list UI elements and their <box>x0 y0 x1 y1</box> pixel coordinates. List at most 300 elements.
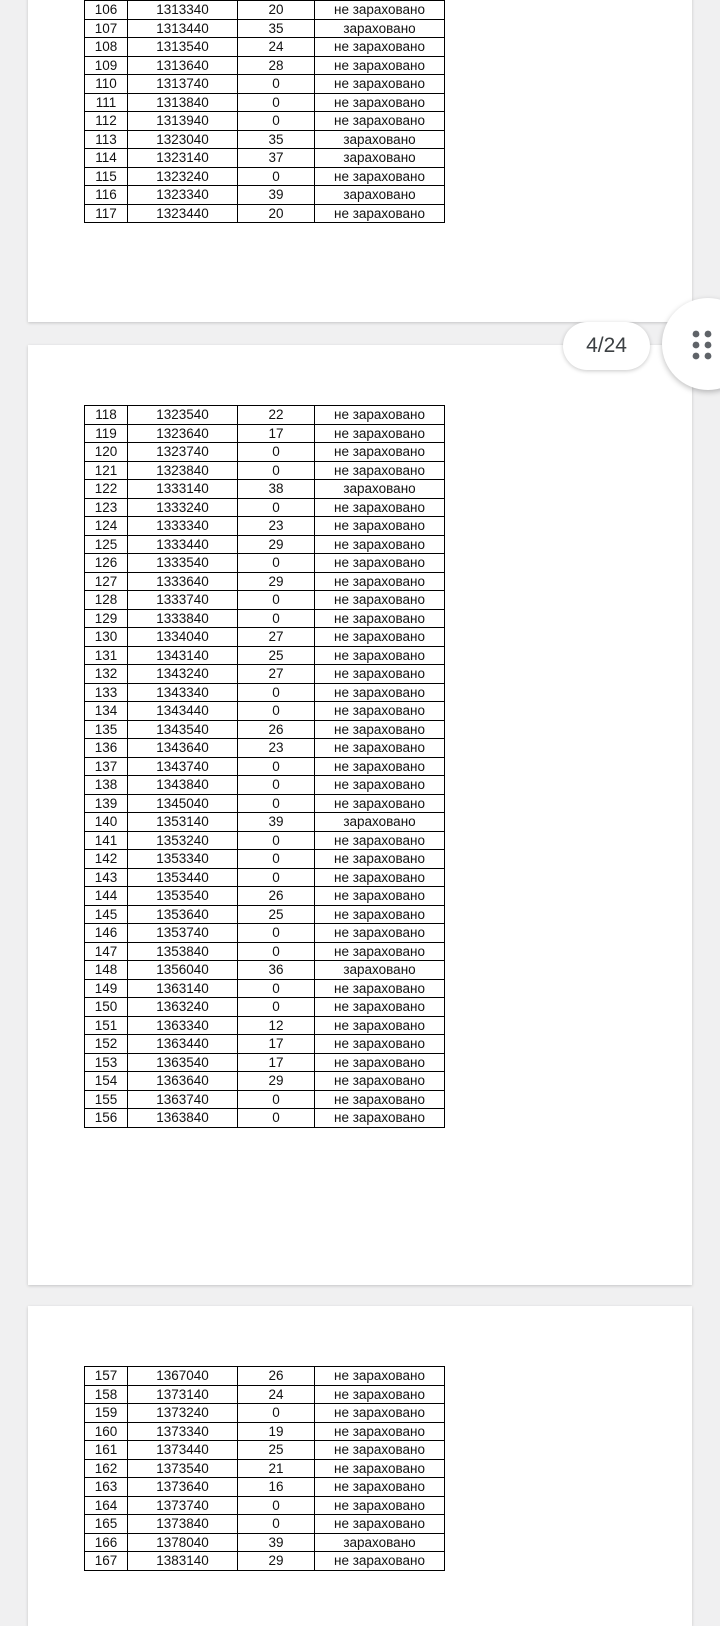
status-cell: не зараховано <box>315 609 445 628</box>
student-code-cell: 1363440 <box>128 1035 238 1054</box>
row-number-cell: 144 <box>85 887 128 906</box>
score-cell: 0 <box>238 1109 315 1128</box>
table-row <box>85 130 445 149</box>
table-row <box>85 1 445 20</box>
student-code-cell: 1313640 <box>128 56 238 75</box>
score-cell: 35 <box>238 19 315 38</box>
status-cell: не зараховано <box>315 591 445 610</box>
score-cell: 17 <box>238 424 315 443</box>
status-cell: не зараховано <box>315 56 445 75</box>
table-row <box>85 204 445 223</box>
status-cell: не зараховано <box>315 665 445 684</box>
status-cell: не зараховано <box>315 75 445 94</box>
status-cell: не зараховано <box>315 1441 445 1460</box>
student-code-cell: 1363840 <box>128 1109 238 1128</box>
student-code-cell: 1313440 <box>128 19 238 38</box>
status-cell: не зараховано <box>315 1496 445 1515</box>
row-number-cell: 146 <box>85 924 128 943</box>
student-code-cell: 1373340 <box>128 1422 238 1441</box>
score-cell: 25 <box>238 905 315 924</box>
score-cell: 20 <box>238 1 315 20</box>
status-cell: зараховано <box>315 186 445 205</box>
student-code-cell: 1313940 <box>128 112 238 131</box>
status-cell: не зараховано <box>315 204 445 223</box>
status-cell: не зараховано <box>315 905 445 924</box>
score-cell: 0 <box>238 831 315 850</box>
table-row <box>85 665 445 684</box>
student-code-cell: 1373140 <box>128 1385 238 1404</box>
score-cell: 0 <box>238 942 315 961</box>
table-row <box>85 1441 445 1460</box>
status-cell: зараховано <box>315 149 445 168</box>
table-row <box>85 19 445 38</box>
status-cell: не зараховано <box>315 1552 445 1571</box>
table-row <box>85 498 445 517</box>
table-row <box>85 112 445 131</box>
status-cell: не зараховано <box>315 850 445 869</box>
status-cell: не зараховано <box>315 1515 445 1534</box>
status-cell: не зараховано <box>315 924 445 943</box>
status-cell: не зараховано <box>315 628 445 647</box>
table-row <box>85 591 445 610</box>
student-code-cell: 1313840 <box>128 93 238 112</box>
status-cell: зараховано <box>315 19 445 38</box>
student-code-cell: 1367040 <box>128 1367 238 1386</box>
row-number-cell: 123 <box>85 498 128 517</box>
row-number-cell: 118 <box>85 406 128 425</box>
row-number-cell: 126 <box>85 554 128 573</box>
student-code-cell: 1345040 <box>128 794 238 813</box>
status-cell: не зараховано <box>315 406 445 425</box>
row-number-cell: 145 <box>85 905 128 924</box>
score-cell: 27 <box>238 665 315 684</box>
row-number-cell: 149 <box>85 979 128 998</box>
table-row <box>85 1053 445 1072</box>
score-cell: 0 <box>238 683 315 702</box>
student-code-cell: 1323040 <box>128 130 238 149</box>
row-number-cell: 125 <box>85 535 128 554</box>
table-row <box>85 739 445 758</box>
score-cell: 28 <box>238 56 315 75</box>
row-number-cell: 162 <box>85 1459 128 1478</box>
student-code-cell: 1313740 <box>128 75 238 94</box>
table-row <box>85 757 445 776</box>
row-number-cell: 160 <box>85 1422 128 1441</box>
table-row <box>85 1552 445 1571</box>
page-indicator: 4/24 <box>563 322 650 370</box>
row-number-cell: 109 <box>85 56 128 75</box>
table-row <box>85 517 445 536</box>
row-number-cell: 156 <box>85 1109 128 1128</box>
score-cell: 0 <box>238 868 315 887</box>
row-number-cell: 114 <box>85 149 128 168</box>
row-number-cell: 130 <box>85 628 128 647</box>
student-code-cell: 1363240 <box>128 998 238 1017</box>
score-cell: 12 <box>238 1016 315 1035</box>
score-cell: 0 <box>238 609 315 628</box>
row-number-cell: 154 <box>85 1072 128 1091</box>
score-cell: 0 <box>238 112 315 131</box>
status-cell: не зараховано <box>315 572 445 591</box>
score-cell: 23 <box>238 739 315 758</box>
student-code-cell: 1353540 <box>128 887 238 906</box>
table-row <box>85 850 445 869</box>
score-cell: 0 <box>238 850 315 869</box>
table-row <box>85 1422 445 1441</box>
row-number-cell: 112 <box>85 112 128 131</box>
table-row <box>85 56 445 75</box>
score-cell: 36 <box>238 961 315 980</box>
student-code-cell: 1334040 <box>128 628 238 647</box>
student-code-cell: 1373740 <box>128 1496 238 1515</box>
status-cell: не зараховано <box>315 683 445 702</box>
status-cell: не зараховано <box>315 1422 445 1441</box>
score-cell: 0 <box>238 924 315 943</box>
status-cell: не зараховано <box>315 794 445 813</box>
table-row <box>85 1459 445 1478</box>
table-row <box>85 554 445 573</box>
score-cell: 25 <box>238 1441 315 1460</box>
table-row <box>85 75 445 94</box>
status-cell: не зараховано <box>315 443 445 462</box>
student-code-cell: 1353440 <box>128 868 238 887</box>
score-cell: 20 <box>238 204 315 223</box>
row-number-cell: 128 <box>85 591 128 610</box>
student-code-cell: 1323840 <box>128 461 238 480</box>
row-number-cell: 124 <box>85 517 128 536</box>
score-cell: 39 <box>238 1533 315 1552</box>
table-row <box>85 1090 445 1109</box>
document-page-3 <box>28 0 692 322</box>
score-cell: 0 <box>238 1515 315 1534</box>
student-code-cell: 1343440 <box>128 702 238 721</box>
row-number-cell: 161 <box>85 1441 128 1460</box>
score-cell: 24 <box>238 1385 315 1404</box>
table-row <box>85 628 445 647</box>
row-number-cell: 140 <box>85 813 128 832</box>
student-code-cell: 1323740 <box>128 443 238 462</box>
status-cell: не зараховано <box>315 93 445 112</box>
student-code-cell: 1373640 <box>128 1478 238 1497</box>
row-number-cell: 138 <box>85 776 128 795</box>
student-code-cell: 1323440 <box>128 204 238 223</box>
row-number-cell: 147 <box>85 942 128 961</box>
student-code-cell: 1333140 <box>128 480 238 499</box>
score-cell: 0 <box>238 702 315 721</box>
row-number-cell: 115 <box>85 167 128 186</box>
row-number-cell: 122 <box>85 480 128 499</box>
table-row <box>85 831 445 850</box>
score-cell: 29 <box>238 535 315 554</box>
row-number-cell: 121 <box>85 461 128 480</box>
table-row <box>85 1496 445 1515</box>
student-code-cell: 1323240 <box>128 167 238 186</box>
score-cell: 17 <box>238 1035 315 1054</box>
status-cell: не зараховано <box>315 1016 445 1035</box>
status-cell: не зараховано <box>315 942 445 961</box>
score-cell: 0 <box>238 498 315 517</box>
row-number-cell: 159 <box>85 1404 128 1423</box>
row-number-cell: 111 <box>85 93 128 112</box>
student-code-cell: 1353640 <box>128 905 238 924</box>
score-cell: 23 <box>238 517 315 536</box>
student-code-cell: 1363140 <box>128 979 238 998</box>
score-cell: 26 <box>238 720 315 739</box>
row-number-cell: 152 <box>85 1035 128 1054</box>
table-row <box>85 1367 445 1386</box>
status-cell: не зараховано <box>315 167 445 186</box>
status-cell: не зараховано <box>315 554 445 573</box>
status-cell: не зараховано <box>315 517 445 536</box>
status-cell: зараховано <box>315 813 445 832</box>
document-page-5 <box>28 1306 692 1626</box>
row-number-cell: 143 <box>85 868 128 887</box>
table-row <box>85 1404 445 1423</box>
table-row <box>85 480 445 499</box>
student-code-cell: 1323340 <box>128 186 238 205</box>
status-cell: не зараховано <box>315 1478 445 1497</box>
student-code-cell: 1313540 <box>128 38 238 57</box>
student-code-cell: 1353240 <box>128 831 238 850</box>
score-cell: 39 <box>238 186 315 205</box>
table-row <box>85 646 445 665</box>
table-row <box>85 702 445 721</box>
status-cell: не зараховано <box>315 646 445 665</box>
row-number-cell: 106 <box>85 1 128 20</box>
table-row <box>85 979 445 998</box>
status-cell: не зараховано <box>315 757 445 776</box>
student-code-cell: 1373240 <box>128 1404 238 1423</box>
row-number-cell: 127 <box>85 572 128 591</box>
student-code-cell: 1323140 <box>128 149 238 168</box>
row-number-cell: 110 <box>85 75 128 94</box>
status-cell: не зараховано <box>315 702 445 721</box>
student-code-cell: 1343540 <box>128 720 238 739</box>
table-row <box>85 572 445 591</box>
row-number-cell: 135 <box>85 720 128 739</box>
table-row <box>85 942 445 961</box>
row-number-cell: 164 <box>85 1496 128 1515</box>
score-cell: 37 <box>238 149 315 168</box>
table-row <box>85 1016 445 1035</box>
status-cell: не зараховано <box>315 831 445 850</box>
table-row <box>85 1478 445 1497</box>
row-number-cell: 150 <box>85 998 128 1017</box>
row-number-cell: 139 <box>85 794 128 813</box>
table-row <box>85 1515 445 1534</box>
status-cell: не зараховано <box>315 1053 445 1072</box>
row-number-cell: 113 <box>85 130 128 149</box>
score-cell: 24 <box>238 38 315 57</box>
table-row <box>85 535 445 554</box>
score-cell: 29 <box>238 572 315 591</box>
table-row <box>85 424 445 443</box>
table-row <box>85 93 445 112</box>
row-number-cell: 142 <box>85 850 128 869</box>
status-cell: зараховано <box>315 480 445 499</box>
status-cell: не зараховано <box>315 1 445 20</box>
table-row <box>85 186 445 205</box>
row-number-cell: 167 <box>85 1552 128 1571</box>
status-cell: не зараховано <box>315 1404 445 1423</box>
row-number-cell: 166 <box>85 1533 128 1552</box>
student-code-cell: 1323640 <box>128 424 238 443</box>
row-number-cell: 129 <box>85 609 128 628</box>
table-row <box>85 609 445 628</box>
score-cell: 0 <box>238 554 315 573</box>
row-number-cell: 120 <box>85 443 128 462</box>
row-number-cell: 108 <box>85 38 128 57</box>
status-cell: зараховано <box>315 961 445 980</box>
score-cell: 0 <box>238 93 315 112</box>
status-cell: зараховано <box>315 1533 445 1552</box>
score-cell: 0 <box>238 794 315 813</box>
status-cell: не зараховано <box>315 868 445 887</box>
results-table <box>84 0 445 223</box>
score-cell: 29 <box>238 1072 315 1091</box>
score-cell: 0 <box>238 75 315 94</box>
results-table <box>84 1366 445 1571</box>
student-code-cell: 1363640 <box>128 1072 238 1091</box>
table-row <box>85 1533 445 1552</box>
status-cell: не зараховано <box>315 979 445 998</box>
student-code-cell: 1353840 <box>128 942 238 961</box>
status-cell: не зараховано <box>315 1367 445 1386</box>
score-cell: 0 <box>238 776 315 795</box>
row-number-cell: 151 <box>85 1016 128 1035</box>
status-cell: не зараховано <box>315 1072 445 1091</box>
score-cell: 17 <box>238 1053 315 1072</box>
status-cell: не зараховано <box>315 424 445 443</box>
status-cell: не зараховано <box>315 38 445 57</box>
score-cell: 0 <box>238 1496 315 1515</box>
table-row <box>85 406 445 425</box>
score-cell: 26 <box>238 887 315 906</box>
table-row <box>85 813 445 832</box>
table-row <box>85 776 445 795</box>
table-row <box>85 887 445 906</box>
status-cell: не зараховано <box>315 776 445 795</box>
score-cell: 16 <box>238 1478 315 1497</box>
student-code-cell: 1378040 <box>128 1533 238 1552</box>
student-code-cell: 1343340 <box>128 683 238 702</box>
score-cell: 39 <box>238 813 315 832</box>
student-code-cell: 1333640 <box>128 572 238 591</box>
row-number-cell: 133 <box>85 683 128 702</box>
status-cell: не зараховано <box>315 1109 445 1128</box>
student-code-cell: 1353740 <box>128 924 238 943</box>
row-number-cell: 137 <box>85 757 128 776</box>
status-cell: не зараховано <box>315 1035 445 1054</box>
student-code-cell: 1353340 <box>128 850 238 869</box>
score-cell: 21 <box>238 1459 315 1478</box>
status-cell: не зараховано <box>315 998 445 1017</box>
student-code-cell: 1323540 <box>128 406 238 425</box>
row-number-cell: 107 <box>85 19 128 38</box>
score-cell: 0 <box>238 461 315 480</box>
row-number-cell: 117 <box>85 204 128 223</box>
student-code-cell: 1373540 <box>128 1459 238 1478</box>
row-number-cell: 116 <box>85 186 128 205</box>
score-cell: 29 <box>238 1552 315 1571</box>
row-number-cell: 148 <box>85 961 128 980</box>
table-row <box>85 905 445 924</box>
student-code-cell: 1343240 <box>128 665 238 684</box>
student-code-cell: 1333740 <box>128 591 238 610</box>
status-cell: не зараховано <box>315 112 445 131</box>
table-row <box>85 1035 445 1054</box>
row-number-cell: 157 <box>85 1367 128 1386</box>
document-page-4 <box>28 345 692 1285</box>
score-cell: 0 <box>238 1404 315 1423</box>
status-cell: не зараховано <box>315 498 445 517</box>
student-code-cell: 1313340 <box>128 1 238 20</box>
row-number-cell: 163 <box>85 1478 128 1497</box>
student-code-cell: 1363740 <box>128 1090 238 1109</box>
score-cell: 27 <box>238 628 315 647</box>
student-code-cell: 1353140 <box>128 813 238 832</box>
row-number-cell: 141 <box>85 831 128 850</box>
row-number-cell: 153 <box>85 1053 128 1072</box>
table-row <box>85 961 445 980</box>
score-cell: 0 <box>238 979 315 998</box>
table-row <box>85 38 445 57</box>
score-cell: 38 <box>238 480 315 499</box>
score-cell: 0 <box>238 167 315 186</box>
score-cell: 0 <box>238 998 315 1017</box>
score-cell: 35 <box>238 130 315 149</box>
score-cell: 0 <box>238 757 315 776</box>
table-row <box>85 167 445 186</box>
table-row <box>85 461 445 480</box>
row-number-cell: 132 <box>85 665 128 684</box>
student-code-cell: 1363540 <box>128 1053 238 1072</box>
student-code-cell: 1383140 <box>128 1552 238 1571</box>
table-row <box>85 683 445 702</box>
student-code-cell: 1333440 <box>128 535 238 554</box>
status-cell: не зараховано <box>315 720 445 739</box>
results-table <box>84 405 445 1128</box>
score-cell: 0 <box>238 1090 315 1109</box>
student-code-cell: 1333540 <box>128 554 238 573</box>
table-row <box>85 1072 445 1091</box>
student-code-cell: 1356040 <box>128 961 238 980</box>
table-row <box>85 149 445 168</box>
score-cell: 0 <box>238 443 315 462</box>
row-number-cell: 131 <box>85 646 128 665</box>
status-cell: не зараховано <box>315 887 445 906</box>
table-row <box>85 1385 445 1404</box>
status-cell: не зараховано <box>315 1459 445 1478</box>
student-code-cell: 1343740 <box>128 757 238 776</box>
score-cell: 0 <box>238 591 315 610</box>
table-row <box>85 443 445 462</box>
table-row <box>85 794 445 813</box>
table-row <box>85 720 445 739</box>
status-cell: зараховано <box>315 130 445 149</box>
row-number-cell: 119 <box>85 424 128 443</box>
score-cell: 22 <box>238 406 315 425</box>
student-code-cell: 1343640 <box>128 739 238 758</box>
student-code-cell: 1343840 <box>128 776 238 795</box>
table-row <box>85 998 445 1017</box>
status-cell: не зараховано <box>315 535 445 554</box>
row-number-cell: 134 <box>85 702 128 721</box>
row-number-cell: 165 <box>85 1515 128 1534</box>
score-cell: 25 <box>238 646 315 665</box>
dots-grid-icon <box>692 330 714 360</box>
student-code-cell: 1333340 <box>128 517 238 536</box>
